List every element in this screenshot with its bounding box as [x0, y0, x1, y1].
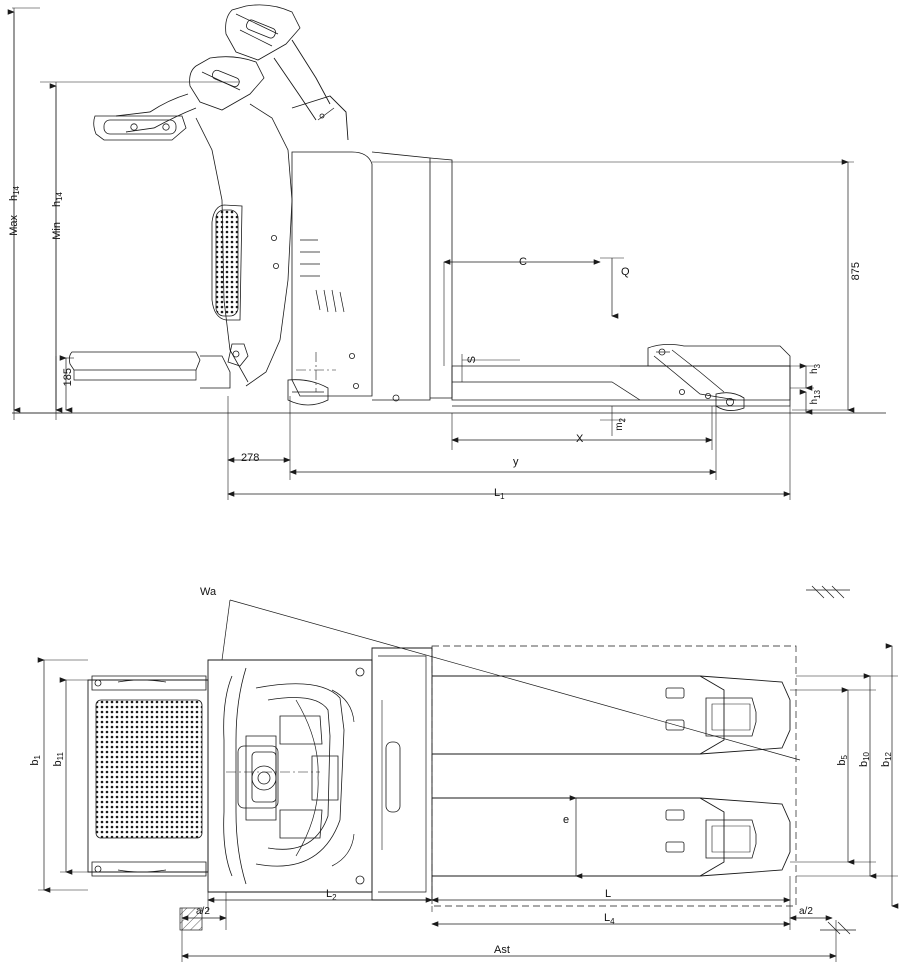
dim-label-b1: $b_1$: [29, 755, 43, 766]
dim-label-ast: Ast: [494, 944, 510, 956]
side-view-group: [12, 5, 886, 500]
dim-label-185: 185: [62, 368, 74, 387]
dim-label-l4: $L_4$: [604, 912, 615, 927]
dim-label-h14-max-note: Max: [8, 215, 20, 236]
dim-label-875: 875: [850, 262, 862, 281]
top-view-group: [38, 586, 898, 962]
dim-label-h13: $h_{13}$: [809, 390, 822, 405]
dim-label-h3: $h_3$: [809, 364, 822, 375]
dim-label-b5: $b_5$: [836, 755, 850, 766]
dim-label-s: S: [466, 356, 478, 364]
dim-label-l2: $L_2$: [326, 888, 337, 903]
dim-label-l1: $L_1$: [494, 487, 505, 502]
dim-label-b12: $b_{12}$: [880, 752, 894, 768]
dim-label-l: L: [605, 888, 612, 900]
dim-label-e: e: [563, 814, 570, 826]
dim-label-a2-right: a/2: [799, 906, 813, 917]
dim-label-wa: Wa: [200, 586, 217, 598]
dim-label-m2: $m_2$: [614, 418, 627, 431]
dim-label-x: X: [576, 433, 584, 445]
dim-label-h14-min-note: Min: [51, 222, 63, 240]
dim-label-h14-max: $h_{14}$: [8, 186, 22, 202]
dim-label-b11: $b_{11}$: [52, 752, 66, 767]
dim-label-c: C: [519, 256, 527, 268]
dim-label-a2-left: a/2: [196, 906, 210, 917]
dim-label-h14-min: $h_{14}$: [51, 192, 65, 208]
dim-label-q: Q: [621, 266, 630, 278]
dim-label-b10: $b_{10}$: [858, 752, 872, 768]
dim-label-y: y: [513, 456, 519, 468]
dim-label-278: 278: [241, 452, 260, 464]
